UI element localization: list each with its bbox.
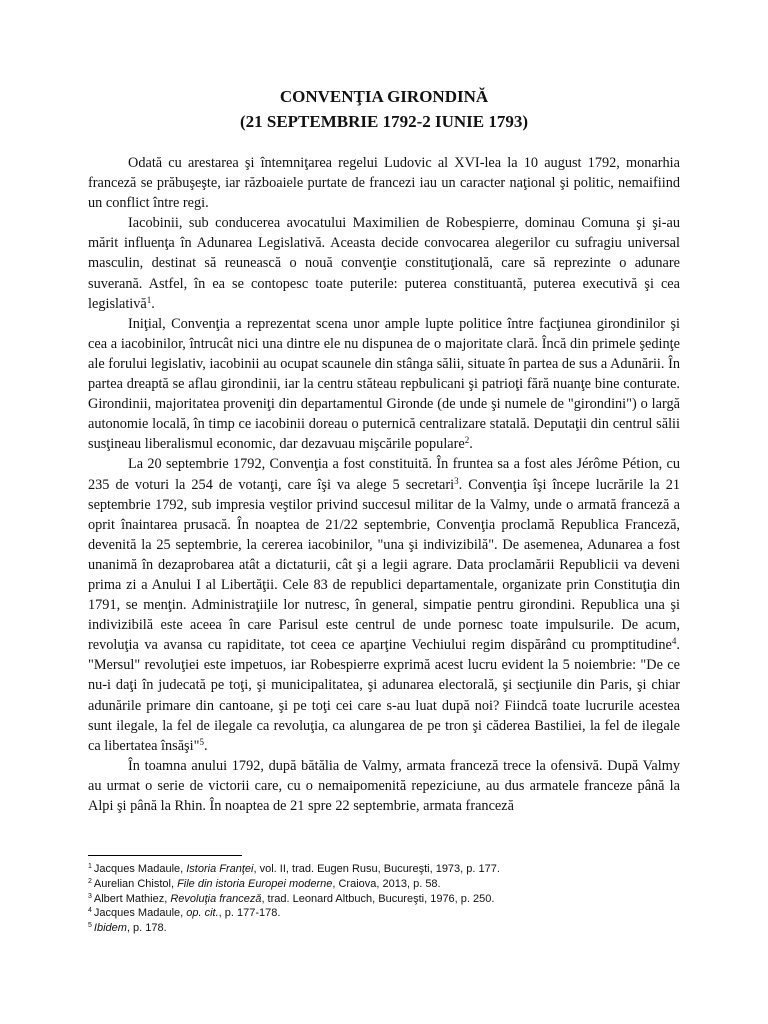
paragraph-text: . Convenţia îşi începe lucrările la 21 septembrie 1792, sub impresia veştilor privind succesul militar de la Valmy, unde o armată franceză a oprit înaintarea prusacă. În noaptea de 21/22 septembrie, Convenţia proclamă Republica Franceză, devenită la 25 septembrie, la cererea iacobinilor, "una şi indivizibilă". De asemenea, Adunarea a fost unanimă în dezaprobarea atât a dictaturii, cât şi a legii agrare. Data proclamării Republicii va deveni prima zi a Anului I al Libertăţii. Cele 83 de republici departamentale, organizate prin Constituţia din 1791, se menţin. Administraţiile lor nutresc, în general, simpatie pentru girondini. Republica una şi indivizibilă este aceea în care Parisul este centrul de unde pornesc toate impulsurile. De acum, revoluţia va avansa cu rapiditate, tot ceea ce aparţine Vechiului regim dispărând cu promptitudine xyxy=(88,476,680,654)
footnote-title: Revoluţia franceză xyxy=(170,892,262,905)
footnote-details: , p. 177-178. xyxy=(218,907,281,920)
footnote-details: , Craiova, 2013, p. 58. xyxy=(332,877,441,890)
paragraph-text: La 20 septembrie 1792, Convenţia a fost constituită. În fruntea sa a fost ales Jérôme Pétion, cu 235 de voturi la 254 de votanţi, care îşi va alege 5 secretari xyxy=(88,456,680,493)
footnote-title: Ibidem xyxy=(93,922,127,935)
footnote xyxy=(88,921,680,936)
footnote-details: , trad. Leonard Altbuch, Bucureşti, 1976, p. 250. xyxy=(261,892,495,905)
footnote-title: File din istoria Europei moderne xyxy=(177,877,333,890)
paragraph-text: În toamna anului 1792, după bătălia de Valmy, armata franceză trece la ofensivă. După Valmy au urmat o serie de victorii care, cu o nemaipomenită repeziciune, au dus armatele franceze până la Alpi şi până la Rhin. În noaptea de 21 spre 22 septembrie, armata franceză xyxy=(88,757,680,814)
footnote-ref[interactable]: 2 xyxy=(464,435,470,446)
paragraph xyxy=(88,454,680,755)
footnote xyxy=(88,906,680,921)
footnote-number: 1 xyxy=(88,863,92,870)
footnote-title: Istoria Franţei xyxy=(186,863,254,875)
paragraph xyxy=(88,153,680,213)
paragraph xyxy=(88,314,680,455)
footnote-ref[interactable]: 4 xyxy=(671,636,677,647)
footnote-author: Albert Mathiez, xyxy=(93,892,171,905)
title-subtitle-dates: (21 SEPTEMBRIE 1792-2 IUNIE 1793) xyxy=(239,112,529,131)
paragraph-text: . "Mersul" revoluţiei este impetuos, iar Robespierre exprimă acest lucru evident la 5 noiembrie: "De ce nu-i daţi în judecată pe toţi, şi municipalitatea, şi adunarea electorală, şi secţiunile din Paris, şi chiar adunările primare din cantoane, şi pe toţi cei care s-au luat după noi? Fiindcă toate lucrurile acestea sunt ilegale, la fel de ilegale ca revoluţia, ca alungarea de pe tron şi căderea Bastiliei, la fel de ilegale ca libertatea însăşi" xyxy=(88,637,680,754)
paragraph-text: Iacobinii, sub conducerea avocatului Maximilien de Robespierre, dominau Comuna şi şi-au mărit influenţa în Adunarea Legislativă. Aceasta decide convocarea alegerilor cu sufragiu universal masculin, destinat să reunească o nouă convenţie constituţională, care să reprezinte o adunare suverană. Astfel, în ea se contopesc toate puterile: puterea constituantă, puterea executivă şi cea legislativă xyxy=(88,215,680,312)
footnote-ref[interactable]: 1 xyxy=(146,294,152,305)
title-line: CONVENŢIA GIRONDINĂ xyxy=(279,87,489,106)
footnote-author: Jacques Madaule, xyxy=(93,907,187,920)
footnote-details: , p. 178. xyxy=(126,922,167,935)
footnote-author: Aurelian Chistol, xyxy=(93,877,178,890)
footnote-title: op. cit. xyxy=(186,907,219,920)
paragraph-text: Odată cu arestarea şi întemniţarea regelui Ludovic al XVI-lea la 10 august 1792, monarhia franceză se prăbuşeşte, iar războaiele purtate de francezi iau un caracter naţional şi politic, nemaifiind un conflict între regi. xyxy=(88,155,680,212)
paragraph xyxy=(88,756,680,816)
body-text xyxy=(88,153,680,816)
footnote-number: 2 xyxy=(88,877,92,885)
footnote-details: , vol. II, trad. Eugen Rusu, Bucureşti, 1973, p. 177. xyxy=(253,863,500,875)
footnote xyxy=(88,862,680,877)
paragraph-text: . xyxy=(203,737,208,754)
footnotes xyxy=(88,862,680,936)
footnote-number: 4 xyxy=(88,907,92,915)
footnote xyxy=(88,877,680,892)
paragraph-text: . xyxy=(151,295,155,312)
document-title xyxy=(88,84,680,134)
footnote-separator xyxy=(88,855,242,856)
footnote-ref[interactable]: 5 xyxy=(199,736,204,747)
footnote-number: 3 xyxy=(88,892,92,900)
footnote-number: 5 xyxy=(88,922,92,930)
footnote-author: Jacques Madaule, xyxy=(93,863,187,875)
paragraph xyxy=(88,213,680,313)
footnote xyxy=(88,892,680,907)
paragraph-text: Iniţial, Convenţia a reprezentat scena unor ample lupte politice între facţiunea girondinilor şi cea a iacobinilor, întrucât nici una dintre ele nu dispunea de o majoritate clară. Încă din primele şedinţe ale forului legislativ, iacobinii au ocupat scaunele din stânga sălii, situate în partea de sus a Adunării. În partea dreaptă se aflau girondinii, iar la centru stăteau repbulicani şi patrioţi fără nuanţe bine conturate. Girondinii, majoritatea proveniţi din departamentul Gironde (de unde şi numele de "girondini") o largă autonomie locală, în timp ce iacobinii doreau o puternică centralizare statală. Deputaţii din centrul sălii susţineau liberalismul economic, dar dezavuau mişcările populare xyxy=(88,315,680,453)
paragraph-text: . xyxy=(469,436,473,453)
footnote-ref[interactable]: 3 xyxy=(454,475,459,486)
